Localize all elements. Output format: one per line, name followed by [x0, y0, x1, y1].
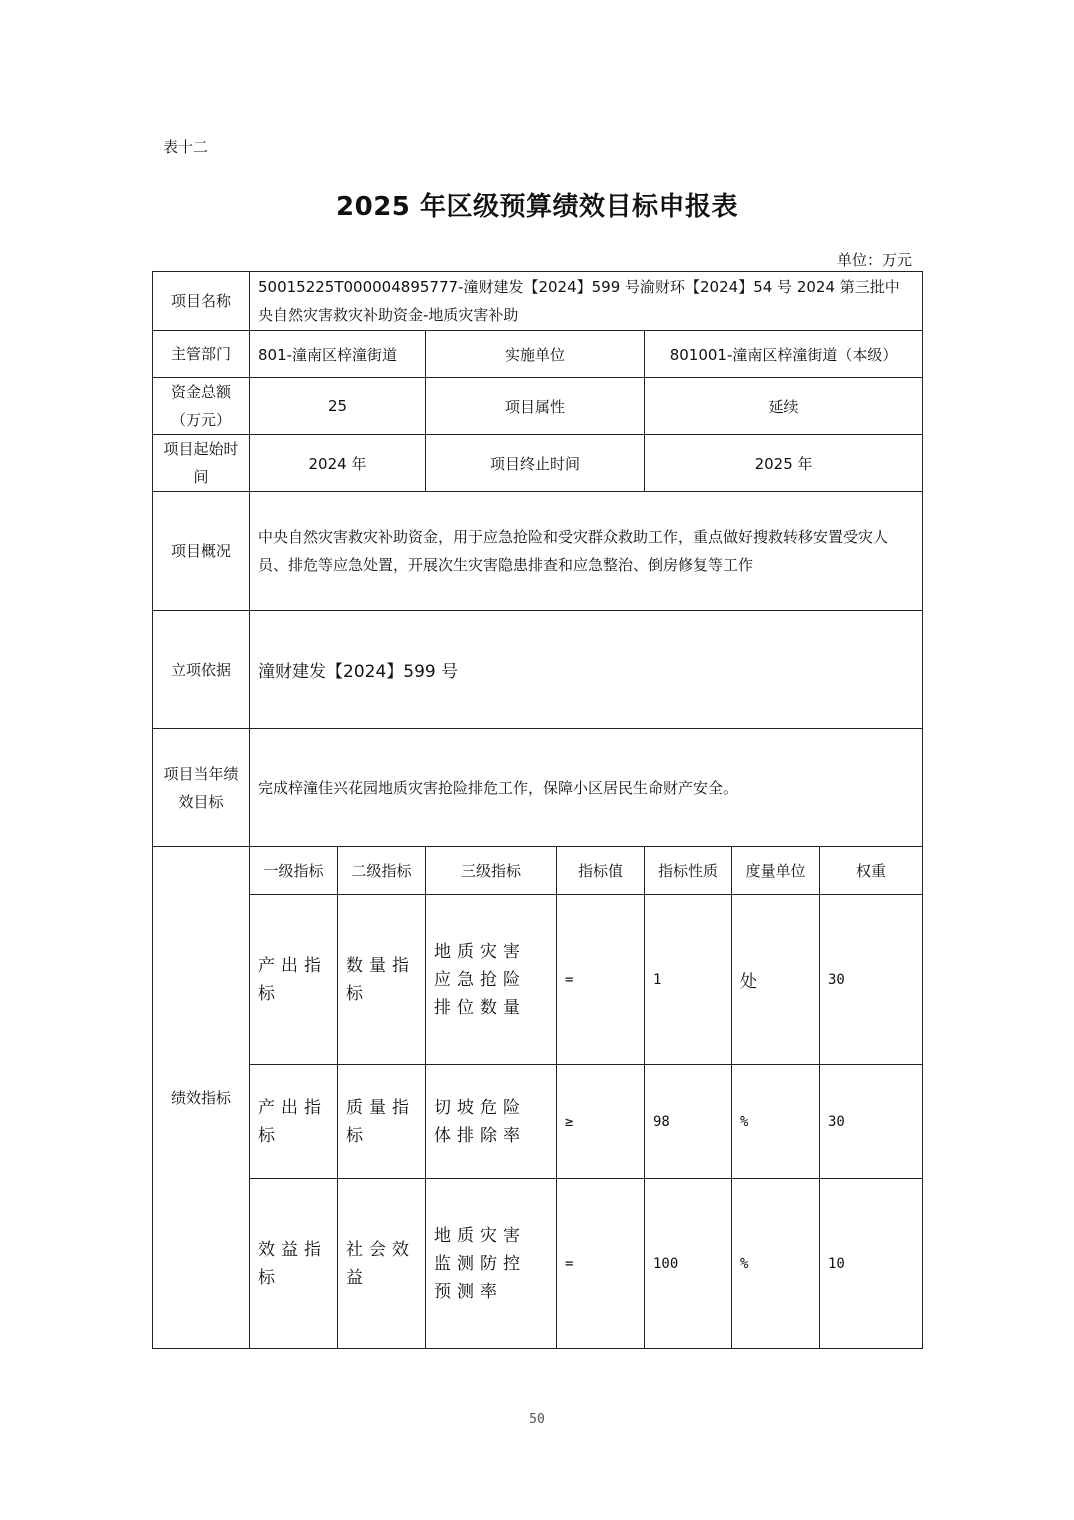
indicator-weight: 10 — [820, 1179, 923, 1349]
end-time-value: 2025 年 — [645, 435, 923, 492]
indicator-operator: = — [557, 895, 645, 1065]
project-name-label: 项目名称 — [153, 272, 250, 331]
overview-value: 中央自然灾害救灾补助资金，用于应急抢险和受灾群众救助工作，重点做好搜救转移安置受灾人员、排危等应急处置，开展次生灾害隐患排查和应急整治、倒房修复等工作 — [250, 492, 923, 611]
table-row — [153, 895, 923, 1065]
indicator-value: 100 — [645, 1179, 732, 1349]
attr-value: 延续 — [645, 378, 923, 435]
unit-label: 单位：万元 — [836, 251, 912, 269]
start-time-value: 2024 年 — [250, 435, 426, 492]
perf-indicator-label: 绩效指标 — [153, 847, 250, 1349]
indicator-operator: = — [557, 1179, 645, 1349]
indicator-unit: % — [732, 1179, 820, 1349]
end-time-label: 项目终止时间 — [426, 435, 645, 492]
overview-label: 项目概况 — [153, 492, 250, 611]
header-level2: 二级指标 — [338, 847, 426, 895]
header-index-value: 指标值 — [557, 847, 645, 895]
basis-value: 潼财建发【2024】599 号 — [250, 611, 923, 729]
impl-unit-value: 801001-潼南区梓潼街道（本级） — [645, 331, 923, 378]
performance-target-form — [152, 271, 923, 1349]
indicator-level1: 效益指标 — [250, 1179, 338, 1349]
header-level3: 三级指标 — [426, 847, 557, 895]
table-row — [153, 1065, 923, 1179]
header-measure-unit: 度量单位 — [732, 847, 820, 895]
project-name-value: 50015225T000004895777-潼财建发【2024】599 号渝财环【2024】54 号 2024 第三批中央自然灾害救灾补助资金-地质灾害补助 — [250, 272, 923, 331]
table-number: 表十二 — [163, 138, 209, 156]
header-level1: 一级指标 — [250, 847, 338, 895]
dept-value: 801-潼南区梓潼街道 — [250, 331, 426, 378]
indicator-level2: 数量指标 — [338, 895, 426, 1065]
goal-value: 完成梓潼佳兴花园地质灾害抢险排危工作，保障小区居民生命财产安全。 — [250, 729, 923, 847]
header-index-nature: 指标性质 — [645, 847, 732, 895]
indicator-unit: % — [732, 1065, 820, 1179]
indicator-level3: 地质灾害应急抢险排位数量 — [426, 895, 557, 1065]
indicator-weight: 30 — [820, 895, 923, 1065]
page-number: 50 — [529, 1412, 545, 1427]
fund-value: 25 — [250, 378, 426, 435]
indicator-level2: 质量指标 — [338, 1065, 426, 1179]
indicator-unit: 处 — [732, 895, 820, 1065]
dept-label: 主管部门 — [153, 331, 250, 378]
fund-label: 资金总额（万元） — [153, 378, 250, 435]
basis-label: 立项依据 — [153, 611, 250, 729]
page-title: 2025 年区级预算绩效目标申报表 — [336, 192, 738, 222]
indicator-level2: 社会效益 — [338, 1179, 426, 1349]
goal-label: 项目当年绩效目标 — [153, 729, 250, 847]
indicator-value: 1 — [645, 895, 732, 1065]
indicator-level1: 产出指标 — [250, 895, 338, 1065]
impl-unit-label: 实施单位 — [426, 331, 645, 378]
header-weight: 权重 — [820, 847, 923, 895]
attr-label: 项目属性 — [426, 378, 645, 435]
start-time-label: 项目起始时间 — [153, 435, 250, 492]
indicator-weight: 30 — [820, 1065, 923, 1179]
indicator-level3: 切坡危险体排除率 — [426, 1065, 557, 1179]
indicator-operator: ≥ — [557, 1065, 645, 1179]
table-row — [153, 1179, 923, 1349]
indicator-value: 98 — [645, 1065, 732, 1179]
indicator-level3: 地质灾害监测防控预测率 — [426, 1179, 557, 1349]
indicator-level1: 产出指标 — [250, 1065, 338, 1179]
